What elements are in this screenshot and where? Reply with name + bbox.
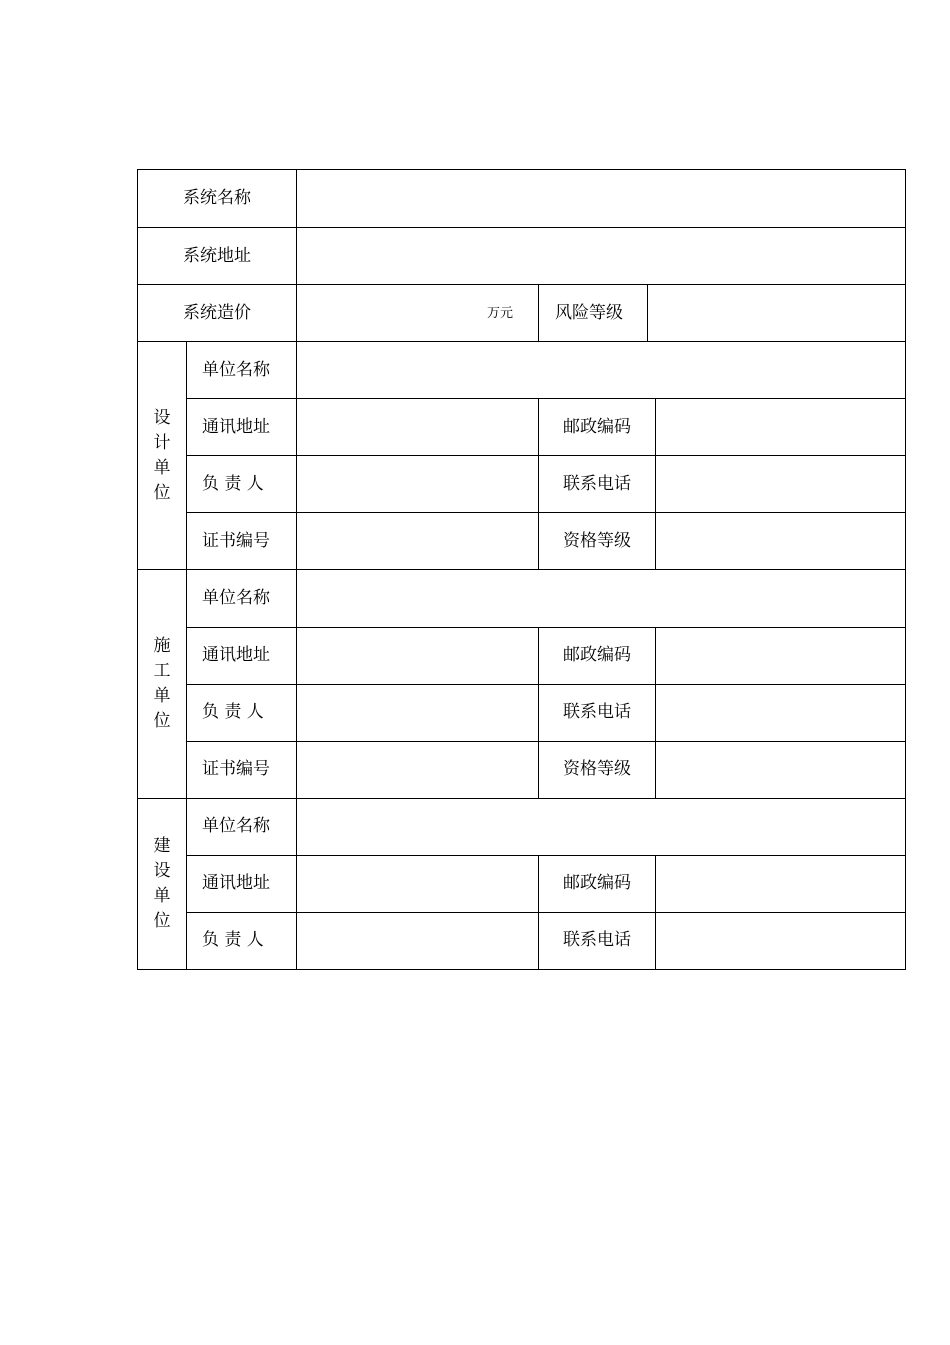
builder-address-label: 通讯地址 [187, 855, 297, 912]
registration-form-table [137, 169, 906, 970]
design-phone-field[interactable] [656, 456, 906, 513]
builder-unit-name-field[interactable] [297, 798, 906, 855]
design-unit-group-label: 设计单位 [138, 342, 187, 570]
risk-level-label: 风险等级 [539, 285, 648, 342]
construction-phone-label: 联系电话 [539, 684, 656, 741]
construction-qualification-field[interactable] [656, 741, 906, 798]
construction-cert-row [138, 741, 906, 798]
construction-person-label: 负 责 人 [187, 684, 297, 741]
system-cost-row [138, 285, 906, 342]
builder-unit-group-label: 建设单位 [138, 798, 187, 969]
system-cost-label: 系统造价 [138, 285, 297, 342]
design-address-field[interactable] [297, 399, 539, 456]
builder-unit-name-label: 单位名称 [187, 798, 297, 855]
design-cert-label: 证书编号 [187, 513, 297, 570]
design-unit-name-row [138, 342, 906, 399]
builder-phone-label: 联系电话 [539, 912, 656, 969]
design-postcode-label: 邮政编码 [539, 399, 656, 456]
construction-person-row [138, 684, 906, 741]
design-postcode-field[interactable] [656, 399, 906, 456]
construction-person-field[interactable] [297, 684, 539, 741]
design-address-label: 通讯地址 [187, 399, 297, 456]
system-address-label: 系统地址 [138, 228, 297, 285]
construction-address-field[interactable] [297, 627, 539, 684]
construction-cert-field[interactable] [297, 741, 539, 798]
builder-address-row [138, 855, 906, 912]
builder-address-field[interactable] [297, 855, 539, 912]
design-address-row [138, 399, 906, 456]
builder-person-field[interactable] [297, 912, 539, 969]
builder-person-row [138, 912, 906, 969]
system-name-field[interactable] [297, 170, 906, 228]
builder-person-label: 负 责 人 [187, 912, 297, 969]
design-unit-name-field[interactable] [297, 342, 906, 399]
design-cert-field[interactable] [297, 513, 539, 570]
construction-postcode-label: 邮政编码 [539, 627, 656, 684]
risk-level-field[interactable] [648, 285, 906, 342]
builder-postcode-field[interactable] [656, 855, 906, 912]
system-name-label: 系统名称 [138, 170, 297, 228]
construction-unit-name-label: 单位名称 [187, 570, 297, 627]
construction-postcode-field[interactable] [656, 627, 906, 684]
construction-unit-name-row [138, 570, 906, 627]
construction-qualification-label: 资格等级 [539, 741, 656, 798]
design-unit-name-label: 单位名称 [187, 342, 297, 399]
builder-postcode-label: 邮政编码 [539, 855, 656, 912]
design-cert-row [138, 513, 906, 570]
design-qualification-label: 资格等级 [539, 513, 656, 570]
construction-address-label: 通讯地址 [187, 627, 297, 684]
construction-cert-label: 证书编号 [187, 741, 297, 798]
construction-phone-field[interactable] [656, 684, 906, 741]
design-qualification-field[interactable] [656, 513, 906, 570]
system-address-field[interactable] [297, 228, 906, 285]
cost-unit-text: 万元 [486, 305, 513, 321]
system-cost-field[interactable] [297, 285, 539, 342]
builder-phone-field[interactable] [656, 912, 906, 969]
design-person-row [138, 456, 906, 513]
construction-unit-name-field[interactable] [297, 570, 906, 627]
design-person-field[interactable] [297, 456, 539, 513]
construction-unit-group-label: 施工单位 [138, 570, 187, 798]
design-phone-label: 联系电话 [539, 456, 656, 513]
builder-unit-name-row [138, 798, 906, 855]
system-address-row [138, 228, 906, 285]
construction-address-row [138, 627, 906, 684]
design-person-label: 负 责 人 [187, 456, 297, 513]
system-name-row [138, 170, 906, 228]
